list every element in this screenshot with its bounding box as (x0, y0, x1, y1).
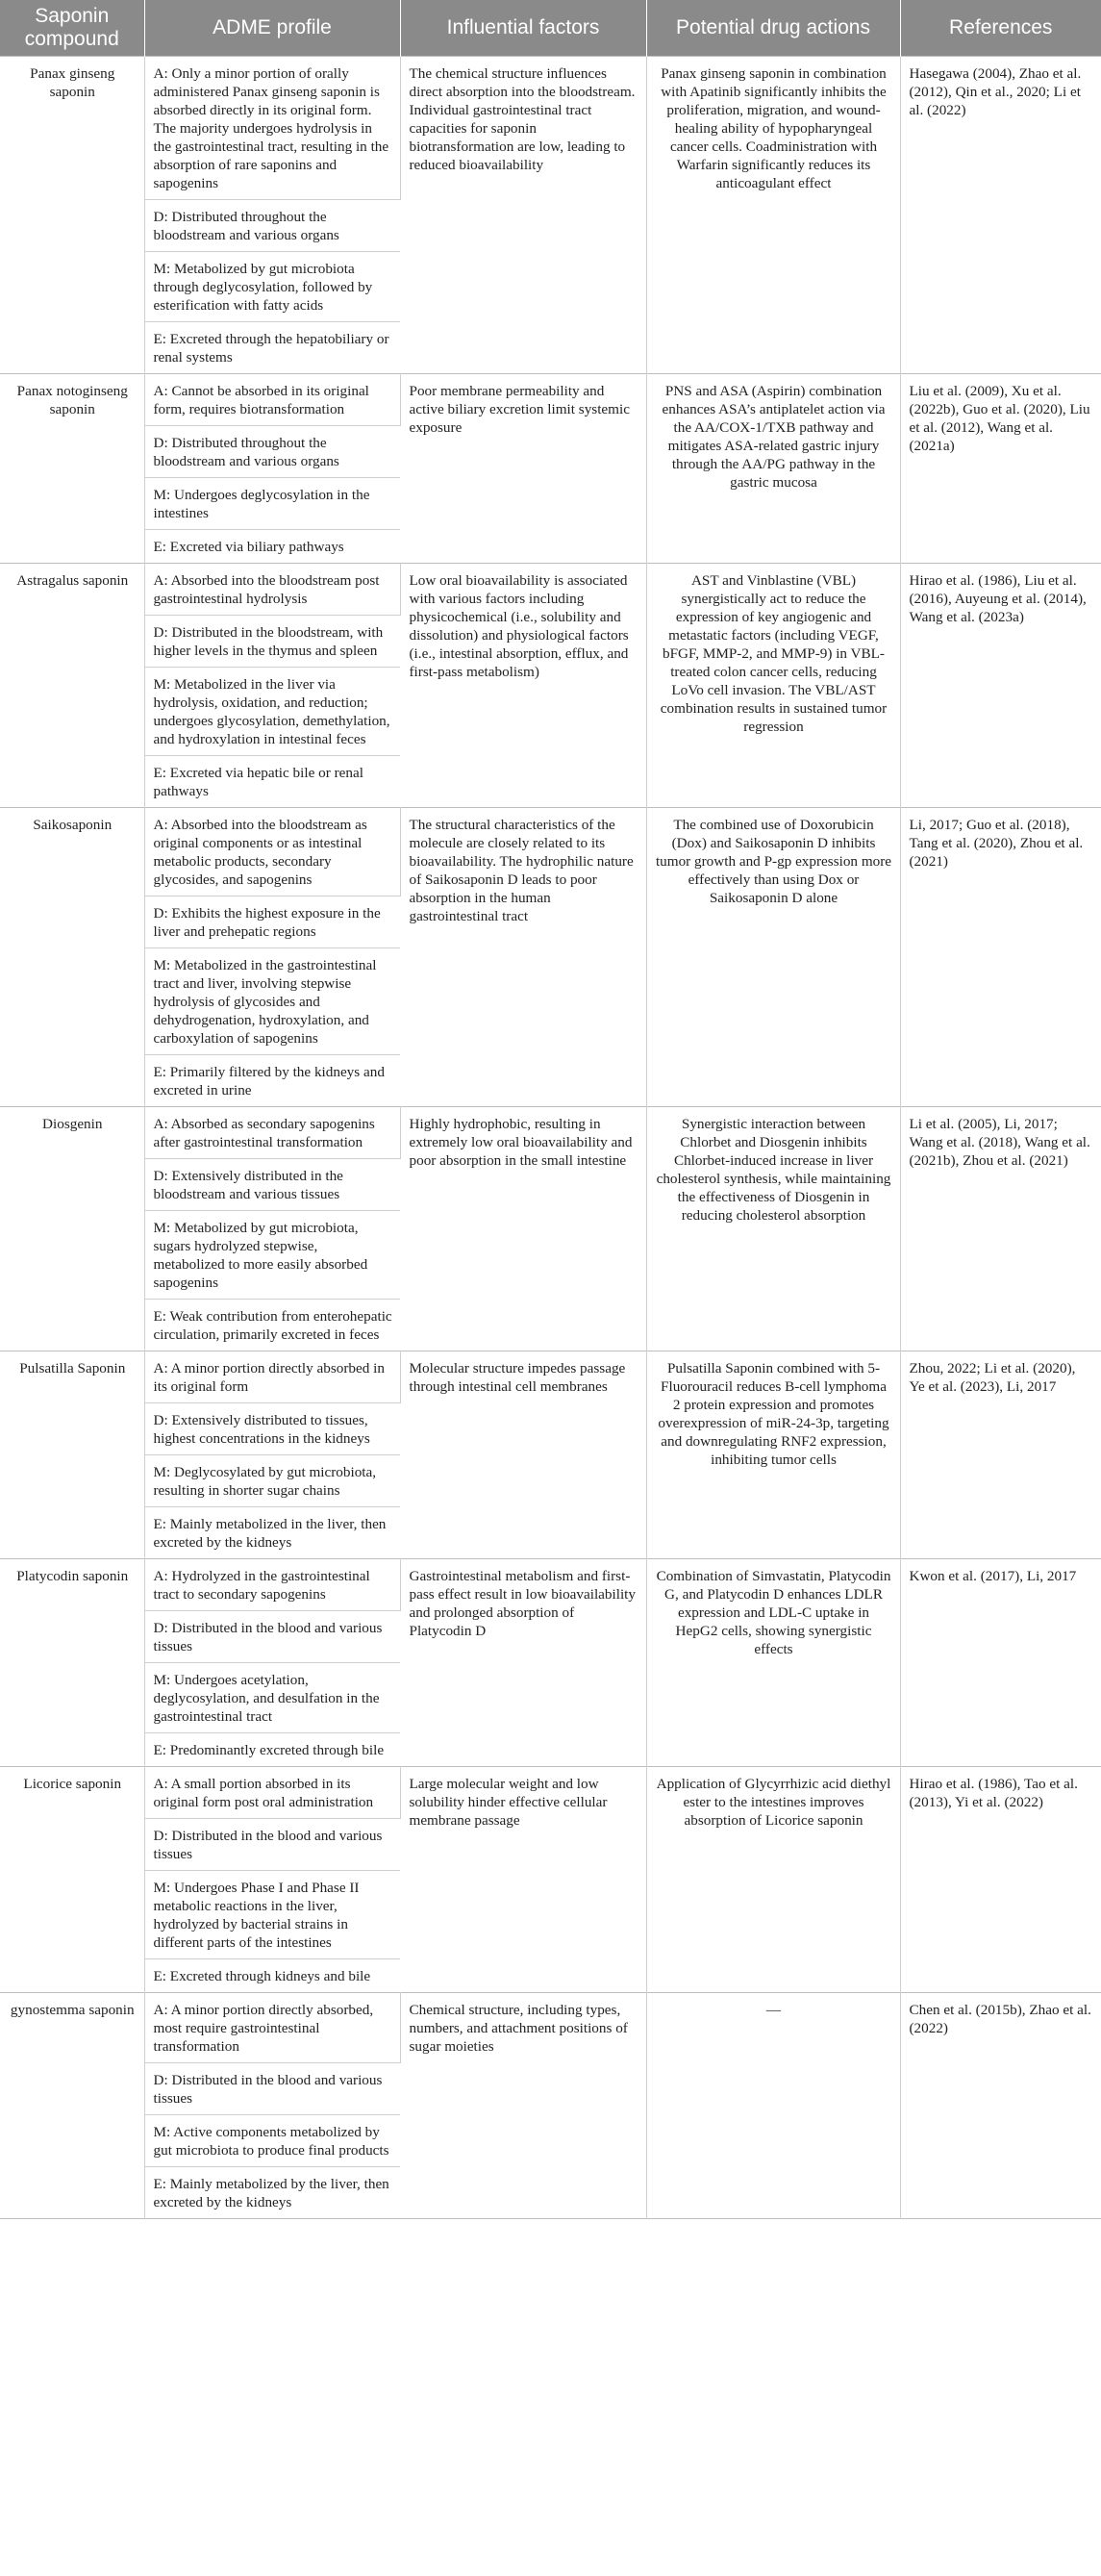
drug-actions: — (646, 1993, 900, 2219)
adme-absorption: A: Cannot be absorbed in its original form, requires biotransformation (144, 374, 400, 426)
references: Hirao et al. (1986), Tao et al. (2013), Yi et al. (2022) (900, 1767, 1101, 1993)
influential-factors: The structural characteristics of the molecule are closely related to its bioavailability. The hydrophilic nature of Saikosaponin D leads to poor absorption in the human gastrointestinal tract (400, 808, 646, 1107)
references: Zhou, 2022; Li et al. (2020), Ye et al. (2023), Li, 2017 (900, 1351, 1101, 1559)
compound-name: Panax ginseng saponin (0, 57, 144, 374)
adme-excretion: E: Mainly metabolized by the liver, then excreted by the kidneys (144, 2167, 400, 2219)
drug-actions: Combination of Simvastatin, Platycodin G, and Platycodin D enhances LDLR expression and LDL-C uptake in HepG2 cells, showing synergistic effects (646, 1559, 900, 1767)
adme-absorption: A: A small portion absorbed in its original form post oral administration (144, 1767, 400, 1819)
compound-name: Saikosaponin (0, 808, 144, 1107)
adme-distribution: D: Extensively distributed to tissues, highest concentrations in the kidneys (144, 1403, 400, 1455)
header-actions: Potential drug actions (646, 0, 900, 57)
adme-absorption: A: Hydrolyzed in the gastrointestinal tract to secondary sapogenins (144, 1559, 400, 1611)
adme-absorption: A: A minor portion directly absorbed, most require gastrointestinal transformation (144, 1993, 400, 2063)
table-row (0, 808, 1101, 897)
adme-excretion: E: Excreted through kidneys and bile (144, 1959, 400, 1993)
compound-name: Licorice saponin (0, 1767, 144, 1993)
adme-excretion: E: Excreted via hepatic bile or renal pathways (144, 756, 400, 808)
influential-factors: Low oral bioavailability is associated with various factors including physicochemical (i.e., solubility and dissolution) and physiological factors (i.e., intestinal absorption, efflux, and first-pass metabolism) (400, 564, 646, 808)
adme-distribution: D: Distributed in the bloodstream, with higher levels in the thymus and spleen (144, 616, 400, 668)
adme-excretion: E: Excreted via biliary pathways (144, 530, 400, 564)
table-row (0, 1559, 1101, 1611)
adme-absorption: A: Absorbed into the bloodstream post gastrointestinal hydrolysis (144, 564, 400, 616)
table-row (0, 1351, 1101, 1403)
adme-metabolism: M: Metabolized in the gastrointestinal tract and liver, involving stepwise hydrolysis of glycosides and dehydrogenation, hydroxylation, and carboxylation of sapogenins (144, 948, 400, 1055)
adme-excretion: E: Predominantly excreted through bile (144, 1733, 400, 1767)
drug-actions: AST and Vinblastine (VBL) synergistically act to reduce the expression of key angiogenic and metastatic factors (including VEGF, bFGF, MMP-2, and MMP-9) in VBL-treated colon cancer cells, reducing LoVo cell invasion. The VBL/AST combination results in sustained tumor regression (646, 564, 900, 808)
influential-factors: Molecular structure impedes passage through intestinal cell membranes (400, 1351, 646, 1559)
compound-name: Platycodin saponin (0, 1559, 144, 1767)
compound-name: gynostemma saponin (0, 1993, 144, 2219)
adme-excretion: E: Mainly metabolized in the liver, then excreted by the kidneys (144, 1507, 400, 1559)
header-references: References (900, 0, 1101, 57)
table-row (0, 1107, 1101, 1159)
adme-metabolism: M: Active components metabolized by gut microbiota to produce final products (144, 2115, 400, 2167)
header-adme: ADME profile (144, 0, 400, 57)
adme-excretion: E: Primarily filtered by the kidneys and excreted in urine (144, 1055, 400, 1107)
adme-metabolism: M: Metabolized by gut microbiota, sugars hydrolyzed stepwise, metabolized to more easily absorbed sapogenins (144, 1211, 400, 1300)
table-header-row (0, 0, 1101, 57)
drug-actions: Synergistic interaction between Chlorbet and Diosgenin inhibits Chlorbet-induced increase in liver cholesterol synthesis, while maintaining the effectiveness of Diosgenin in reducing cholesterol absorption (646, 1107, 900, 1351)
references: Liu et al. (2009), Xu et al. (2022b), Guo et al. (2020), Liu et al. (2012), Wang et al. (2021a) (900, 374, 1101, 564)
drug-actions: PNS and ASA (Aspirin) combination enhances ASA’s antiplatelet action via the AA/COX-1/TXB pathway and mitigates ASA-related gastric injury through the AA/PG pathway in the gastric mucosa (646, 374, 900, 564)
references: Hasegawa (2004), Zhao et al. (2012), Qin et al., 2020; Li et al. (2022) (900, 57, 1101, 374)
references: Li et al. (2005), Li, 2017; Wang et al. (2018), Wang et al. (2021b), Zhou et al. (2021) (900, 1107, 1101, 1351)
header-compound: Saponin compound (0, 0, 144, 57)
adme-metabolism: M: Undergoes acetylation, deglycosylation, and desulfation in the gastrointestinal tract (144, 1663, 400, 1733)
adme-metabolism: M: Metabolized by gut microbiota through deglycosylation, followed by esterification with fatty acids (144, 252, 400, 322)
adme-excretion: E: Weak contribution from enterohepatic circulation, primarily excreted in feces (144, 1300, 400, 1351)
references: Hirao et al. (1986), Liu et al. (2016), Auyeung et al. (2014), Wang et al. (2023a) (900, 564, 1101, 808)
influential-factors: The chemical structure influences direct absorption into the bloodstream. Individual gastrointestinal tract capacities for saponin biotransformation are low, leading to reduced bioavailability (400, 57, 646, 374)
adme-metabolism: M: Undergoes Phase I and Phase II metabolic reactions in the liver, hydrolyzed by bacterial strains in different parts of the intestines (144, 1871, 400, 1959)
adme-distribution: D: Extensively distributed in the bloodstream and various tissues (144, 1159, 400, 1211)
adme-metabolism: M: Metabolized in the liver via hydrolysis, oxidation, and reduction; undergoes glycosylation, demethylation, and hydroxylation in intestinal feces (144, 668, 400, 756)
drug-actions: Pulsatilla Saponin combined with 5-Fluorouracil reduces B-cell lymphoma 2 protein expression and promotes overexpression of miR-24-3p, targeting and downregulating RNF2 expression, inhibiting tumor cells (646, 1351, 900, 1559)
table-row (0, 374, 1101, 426)
references: Li, 2017; Guo et al. (2018), Tang et al. (2020), Zhou et al. (2021) (900, 808, 1101, 1107)
adme-distribution: D: Distributed in the blood and various tissues (144, 1819, 400, 1871)
adme-absorption: A: Absorbed into the bloodstream as original components or as intestinal metabolic products, secondary glycosides, and sapogenins (144, 808, 400, 897)
compound-name: Pulsatilla Saponin (0, 1351, 144, 1559)
compound-name: Astragalus saponin (0, 564, 144, 808)
adme-metabolism: M: Deglycosylated by gut microbiota, resulting in shorter sugar chains (144, 1455, 400, 1507)
adme-absorption: A: Absorbed as secondary sapogenins after gastrointestinal transformation (144, 1107, 400, 1159)
drug-actions: Application of Glycyrrhizic acid diethyl ester to the intestines improves absorption of Licorice saponin (646, 1767, 900, 1993)
table-row (0, 1993, 1101, 2063)
influential-factors: Poor membrane permeability and active biliary excretion limit systemic exposure (400, 374, 646, 564)
adme-distribution: D: Exhibits the highest exposure in the liver and prehepatic regions (144, 897, 400, 948)
references: Chen et al. (2015b), Zhao et al. (2022) (900, 1993, 1101, 2219)
influential-factors: Chemical structure, including types, numbers, and attachment positions of sugar moieties (400, 1993, 646, 2219)
drug-actions: The combined use of Doxorubicin (Dox) and Saikosaponin D inhibits tumor growth and P-gp expression more effectively than using Dox or Saikosaponin D alone (646, 808, 900, 1107)
adme-absorption: A: A minor portion directly absorbed in its original form (144, 1351, 400, 1403)
adme-distribution: D: Distributed in the blood and various tissues (144, 2063, 400, 2115)
references: Kwon et al. (2017), Li, 2017 (900, 1559, 1101, 1767)
table-row (0, 57, 1101, 200)
influential-factors: Gastrointestinal metabolism and first-pass effect result in low bioavailability and prolonged absorption of Platycodin D (400, 1559, 646, 1767)
adme-metabolism: M: Undergoes deglycosylation in the intestines (144, 478, 400, 530)
table-row (0, 1767, 1101, 1819)
adme-excretion: E: Excreted through the hepatobiliary or renal systems (144, 322, 400, 374)
adme-distribution: D: Distributed in the blood and various tissues (144, 1611, 400, 1663)
drug-actions: Panax ginseng saponin in combination with Apatinib significantly inhibits the proliferation, migration, and wound-healing ability of hypopharyngeal cancer cells. Coadministration with Warfarin significantly reduces its anticoagulant effect (646, 57, 900, 374)
influential-factors: Highly hydrophobic, resulting in extremely low oral bioavailability and poor absorption in the small intestine (400, 1107, 646, 1351)
adme-distribution: D: Distributed throughout the bloodstream and various organs (144, 200, 400, 252)
compound-name: Diosgenin (0, 1107, 144, 1351)
compound-name: Panax notoginseng saponin (0, 374, 144, 564)
adme-absorption: A: Only a minor portion of orally administered Panax ginseng saponin is absorbed directly in its original form. The majority undergoes hydrolysis in the gastrointestinal tract, resulting in the absorption of rare saponins and sapogenins (144, 57, 400, 200)
influential-factors: Large molecular weight and low solubility hinder effective cellular membrane passage (400, 1767, 646, 1993)
table-row (0, 564, 1101, 616)
header-factors: Influential factors (400, 0, 646, 57)
adme-distribution: D: Distributed throughout the bloodstream and various organs (144, 426, 400, 478)
